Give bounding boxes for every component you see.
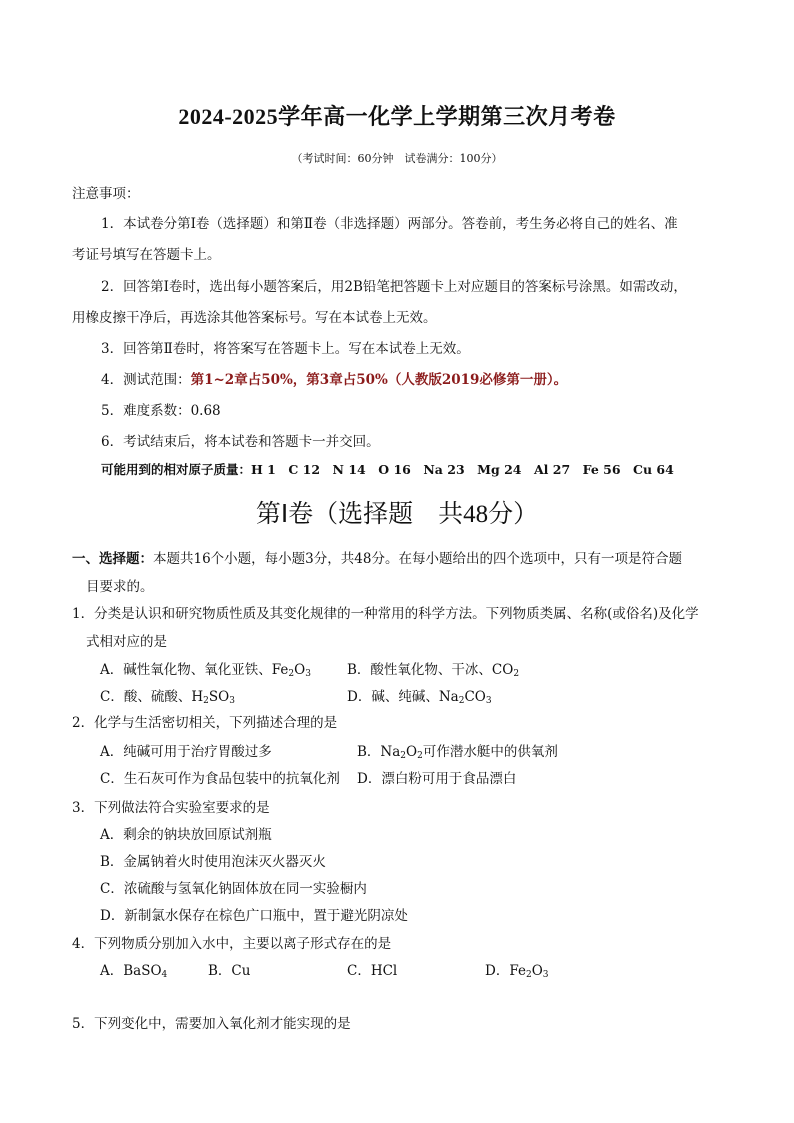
- question-1-stem: 1．分类是认识和研究物质性质及其变化规律的一种常用的科学方法。下列物质类属、名称(或俗名)及化学: [72, 606, 699, 622]
- instructions-cont: 目要求的。: [86, 579, 154, 595]
- q3-option-c: C．浓硫酸与氢氧化钠固体放在同一实验橱内: [100, 881, 367, 897]
- notice-end: 6．考试结束后，将本试卷和答题卡一并交回。: [101, 434, 380, 450]
- notice-heading: 注意事项：: [72, 186, 140, 202]
- notice-item: 2．回答第Ⅰ卷时，选出每小题答案后，用2B铅笔把答题卡上对应题目的答案标号涂黑。如需改动，: [101, 279, 687, 295]
- notice-item: 用橡皮擦干净后，再选涂其他答案标号。写在本试卷上无效。: [72, 310, 437, 326]
- q4-option-d: D．$Fe_2O_3$: [485, 963, 549, 980]
- notice-item: 考证号填写在答题卡上。: [72, 247, 221, 263]
- instructions-prefix: 一、选择题：: [72, 551, 153, 567]
- q3-option-b: B．金属钠着火时使用泡沫灭火器灭火: [100, 854, 326, 870]
- notice-item: 1．本试卷分第Ⅰ卷（选择题）和第Ⅱ卷（非选择题）两部分。答卷前，考生务必将自己的姓名、准: [101, 216, 678, 232]
- q2-option-a: A．纯碱可用于治疗胃酸过多: [100, 744, 272, 760]
- notice-scope: [101, 368, 567, 388]
- scope-prefix: 4．测试范围：: [101, 372, 191, 388]
- question-1-stem-cont: 式相对应的是: [86, 634, 167, 650]
- exam-info: （考试时间：60分钟 试卷满分：100分）: [291, 152, 503, 165]
- q1-option-c: C．酸、硫酸、$H_2SO_3$: [100, 689, 235, 706]
- page-title: 2024-2025学年高一化学上学期第三次月考卷: [178, 104, 616, 129]
- question-2-stem: 2．化学与生活密切相关，下列描述合理的是: [72, 715, 338, 731]
- q2-option-b: B．$Na_2O_2$可作潜水艇中的供氧剂: [357, 744, 558, 761]
- q4-option-c: C．HCl: [347, 963, 398, 979]
- section-instructions: [72, 547, 682, 567]
- q4-option-a: A．BaSO$_4$: [100, 963, 168, 980]
- q1-option-a: A．碱性氧化物、氧化亚铁、$Fe_2O_3$: [100, 662, 311, 679]
- instructions-text: 本题共16个小题，每小题3分，共48分。在每小题给出的四个选项中，只有一项是符合题: [153, 551, 682, 567]
- question-3-stem: 3．下列做法符合实验室要求的是: [72, 800, 270, 816]
- q2-option-d: D．漂白粉可用于食品漂白: [357, 771, 517, 787]
- q2-option-c: C．生石灰可作为食品包装中的抗氧化剂: [100, 771, 340, 787]
- atomic-masses: 可能用到的相对原子质量：H 1 C 12 N 14 O 16 Na 23 Mg 24 Al 27 Fe 56 Cu 64: [101, 462, 674, 477]
- q3-option-d: D．新制氯水保存在棕色广口瓶中，置于避光阴凉处: [100, 908, 408, 924]
- question-4-stem: 4．下列物质分别加入水中，主要以离子形式存在的是: [72, 936, 392, 952]
- q3-option-a: A．剩余的钠块放回原试剂瓶: [100, 827, 272, 843]
- scope-text: 第1~2章占50%，第3章占50%（人教版2019必修第一册）。: [190, 372, 568, 388]
- notice-difficulty: 5．难度系数：0.68: [101, 403, 221, 419]
- question-5-stem: 5．下列变化中，需要加入氧化剂才能实现的是: [72, 1016, 351, 1032]
- q1-option-b: B．酸性氧化物、干冰、$CO_2$: [347, 662, 520, 679]
- q1-option-d: D．碱、纯碱、$Na_2CO_3$: [347, 689, 492, 706]
- notice-item: 3．回答第Ⅱ卷时，将答案写在答题卡上。写在本试卷上无效。: [101, 341, 470, 357]
- section-title: 第Ⅰ卷（选择题 共48分）: [255, 501, 539, 528]
- q4-option-b: B．Cu: [208, 963, 251, 979]
